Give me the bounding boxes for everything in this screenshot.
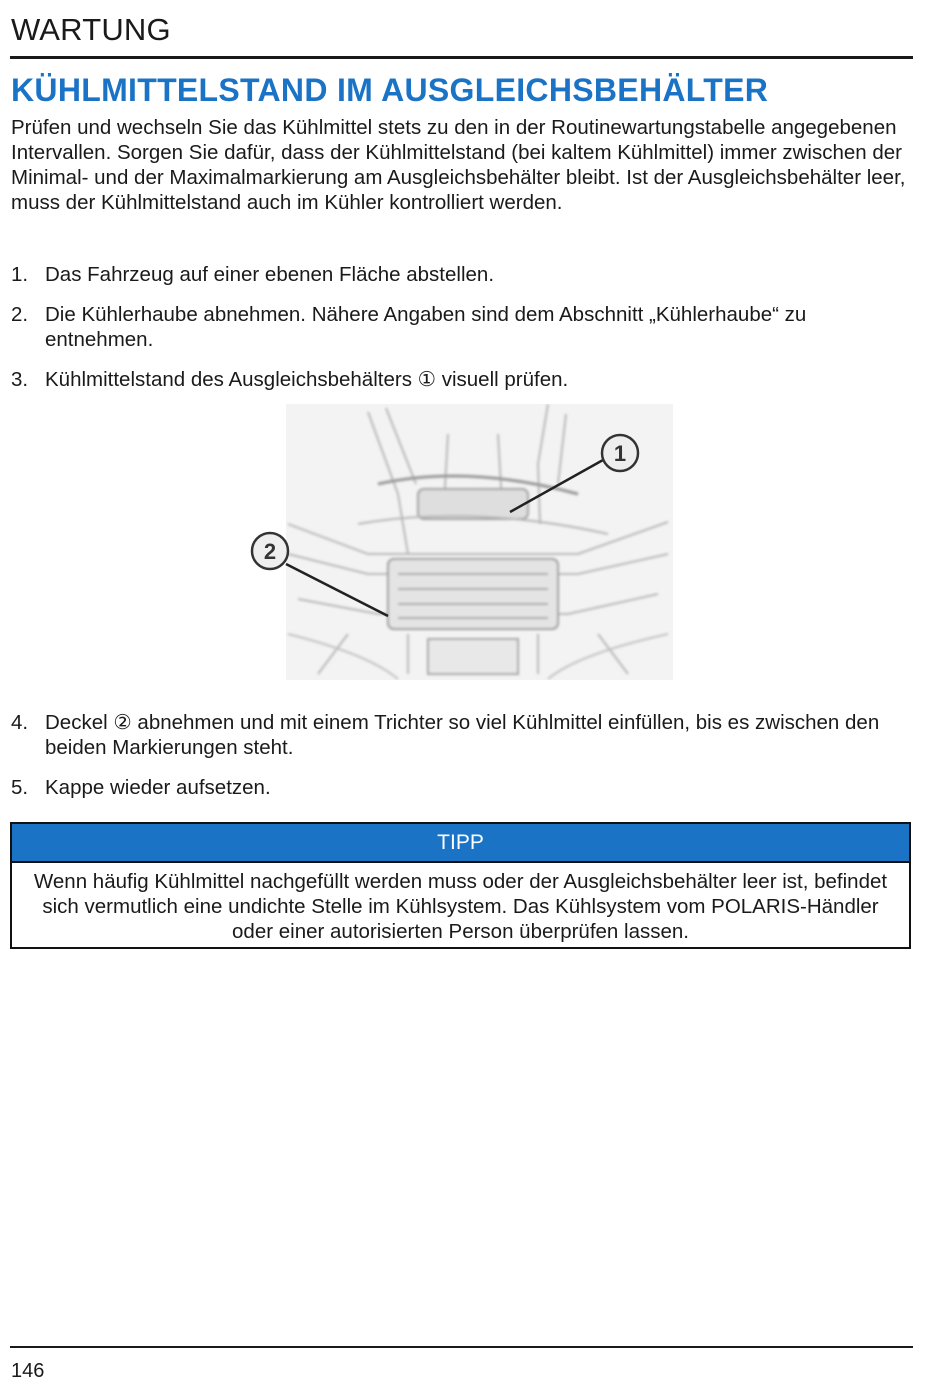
step-item <box>11 262 911 287</box>
callout-2-label: 2 <box>263 539 277 564</box>
step-number: 2. <box>11 303 29 326</box>
page-header-title: WARTUNG <box>11 12 171 47</box>
tip-heading: TIPP <box>12 824 909 863</box>
step-text: Kappe wieder aufsetzen. <box>45 776 271 799</box>
step-item <box>11 302 911 352</box>
tip-box <box>10 822 911 949</box>
step-text: Deckel ② abnehmen und mit einem Trichter so viel Kühlmittel einfüllen, bis es zwischen den beiden Markierungen steht. <box>45 711 880 759</box>
step-text: Die Kühlerhaube abnehmen. Nähere Angaben sind dem Abschnitt „Kühlerhaube“ zu entnehmen. <box>45 303 807 351</box>
footer-divider <box>10 1346 913 1348</box>
steps-list-1 <box>11 262 911 407</box>
step-item <box>11 775 911 800</box>
step-item <box>11 710 911 760</box>
step-number: 3. <box>11 368 29 391</box>
header-divider <box>10 56 913 59</box>
page-number: 146 <box>11 1360 45 1382</box>
step-text: Kühlmittelstand des Ausgleichsbehälters ① visuell prüfen. <box>45 368 569 391</box>
intro-paragraph: Prüfen und wechseln Sie das Kühlmittel stets zu den in der Routinewartungstabelle angegebenen Intervallen. Sorgen Sie dafür, dass der Kühlmittelstand (bei kaltem Kühlmittel) immer zwischen der Minimal- und der Maximalmarkierung am Ausgleichsbehälter bleibt. Ist der Ausgleichsbehälter leer, muss der Kühlmittelstand auch im Kühler kontrolliert werden. <box>11 116 906 214</box>
step-number: 1. <box>11 263 29 286</box>
section-title: KÜHLMITTELSTAND IM AUSGLEICHSBEHÄLTER <box>11 72 769 108</box>
coolant-reservoir-illustration <box>248 404 673 680</box>
steps-list-2 <box>11 710 911 815</box>
step-item <box>11 367 911 392</box>
tip-text: Wenn häufig Kühlmittel nachgefüllt werden muss oder der Ausgleichsbehälter leer ist, befindet sich vermutlich eine undichte Stelle im Kühlsystem. Das Kühlsystem vom POLARIS-Händler oder einer autorisierten Person überprüfen lassen. <box>33 870 888 943</box>
step-number: 4. <box>11 711 29 734</box>
step-number: 5. <box>11 776 29 799</box>
callout-1-label: 1 <box>613 441 627 466</box>
step-text: Das Fahrzeug auf einer ebenen Fläche abstellen. <box>45 263 495 286</box>
